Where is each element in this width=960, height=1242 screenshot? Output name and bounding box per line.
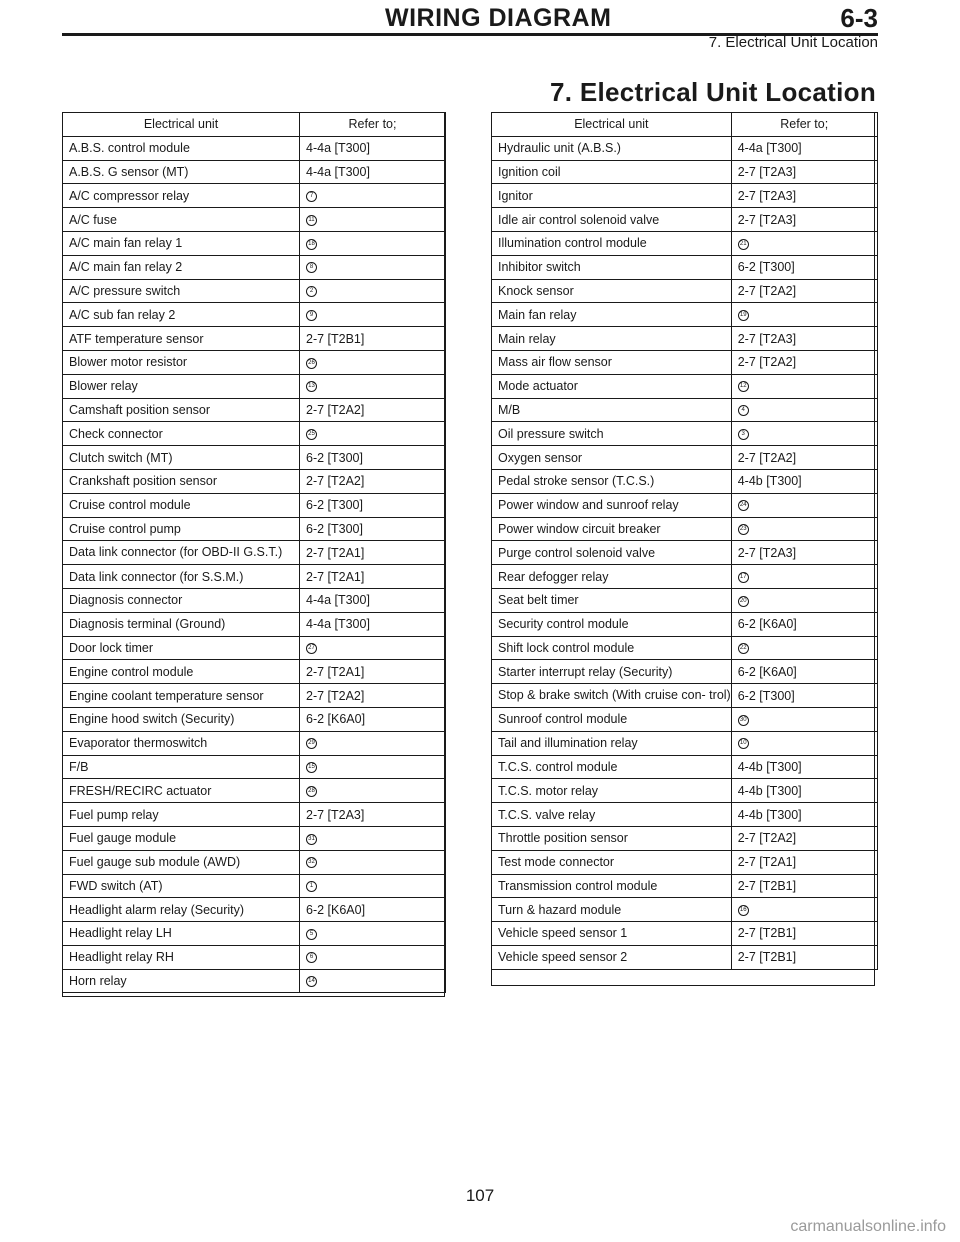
location-ref-cell [731,231,877,255]
unit-name-cell: Cruise control module [63,493,300,517]
table-row [63,517,446,541]
table-row [492,327,878,351]
unit-name-cell: A/C pressure switch [63,279,300,303]
unit-name-cell: M/B [492,398,732,422]
table-row [492,945,878,969]
unit-name-cell: Seat belt timer [492,588,732,612]
left-unit-table [62,112,446,993]
section-ref-cell: 2-7 [T2A2] [731,279,877,303]
location-number-badge: 5 [306,929,317,940]
unit-name-cell: Horn relay [63,969,300,993]
location-number-badge: 19 [738,310,749,321]
section-ref-cell: 2-7 [T2A2] [731,446,877,470]
location-ref-cell [731,898,877,922]
location-number-badge: 13 [306,381,317,392]
location-ref-cell [300,779,446,803]
section-ref-cell: 2-7 [T2B1] [731,945,877,969]
unit-name-cell: T.C.S. control module [492,755,732,779]
table-row [63,208,446,232]
unit-name-cell: Oil pressure switch [492,422,732,446]
table-row [492,374,878,398]
table-row [63,636,446,660]
unit-name-cell: Illumination control module [492,231,732,255]
section-ref-cell: 4-4b [T300] [731,755,877,779]
table-row [63,493,446,517]
location-number-badge: 25 [306,429,317,440]
unit-name-cell: Engine coolant temperature sensor [63,684,300,708]
table-row [63,874,446,898]
table-row [492,493,878,517]
unit-name-cell: Camshaft position sensor [63,398,300,422]
table-row [63,826,446,850]
location-ref-cell [300,945,446,969]
table-row [63,945,446,969]
location-ref-cell [731,398,877,422]
section-ref-cell: 6-2 [K6A0] [731,612,877,636]
unit-name-cell: Diagnosis connector [63,588,300,612]
location-ref-cell [300,731,446,755]
location-number-badge: 1 [306,881,317,892]
table-row [63,707,446,731]
table-row [492,660,878,684]
table-row [492,850,878,874]
unit-name-cell: Vehicle speed sensor 2 [492,945,732,969]
section-ref-cell: 6-2 [K6A0] [300,707,446,731]
unit-name-cell: A/C main fan relay 2 [63,255,300,279]
unit-name-cell: Fuel gauge sub module (AWD) [63,850,300,874]
table-row [492,208,878,232]
unit-name-cell: A/C sub fan relay 2 [63,303,300,327]
location-ref-cell [300,255,446,279]
table-row [492,707,878,731]
section-ref-cell: 2-7 [T2A3] [731,327,877,351]
location-ref-cell [300,922,446,946]
unit-name-cell: Knock sensor [492,279,732,303]
unit-name-cell: Sunroof control module [492,707,732,731]
location-number-badge: 24 [738,500,749,511]
location-ref-cell [731,588,877,612]
table-row [492,636,878,660]
table-row [492,826,878,850]
table-row [492,803,878,827]
unit-name-cell: Blower relay [63,374,300,398]
table-row [63,731,446,755]
section-ref-cell: 2-7 [T2A2] [731,350,877,374]
location-ref-cell [300,208,446,232]
table-row [63,969,446,993]
unit-name-cell: Turn & hazard module [492,898,732,922]
table-row [63,350,446,374]
unit-name-cell: A/C main fan relay 1 [63,231,300,255]
unit-name-cell: Tail and illumination relay [492,731,732,755]
location-ref-cell [300,422,446,446]
table-row [492,874,878,898]
location-number-badge: 2 [306,286,317,297]
location-number-badge: 32 [306,857,317,868]
unit-name-cell: Mass air flow sensor [492,350,732,374]
location-ref-cell [300,303,446,327]
unit-name-cell: Check connector [63,422,300,446]
section-ref-cell: 4-4a [T300] [731,136,877,160]
section-ref-cell: 4-4b [T300] [731,803,877,827]
location-number-badge: 29 [306,738,317,749]
unit-name-cell: Test mode connector [492,850,732,874]
location-number-badge: 27 [306,643,317,654]
location-number-badge: 10 [738,738,749,749]
unit-name-cell: Rear defogger relay [492,565,732,589]
table-row [492,612,878,636]
table-row [63,327,446,351]
column-header-unit: Electrical unit [492,113,732,137]
table-row [63,779,446,803]
location-number-badge: 31 [306,834,317,845]
table-row [63,136,446,160]
table-row [492,731,878,755]
watermark: carmanualsonline.info [790,1218,946,1235]
table-row [63,684,446,708]
unit-name-cell: T.C.S. motor relay [492,779,732,803]
location-number-badge: 11 [306,215,317,226]
section-ref-cell: 2-7 [T2A3] [731,184,877,208]
location-number-badge: 20 [738,596,749,607]
section-ref-cell: 6-2 [T300] [300,493,446,517]
unit-name-cell: Crankshaft position sensor [63,469,300,493]
section-ref-cell: 4-4a [T300] [300,160,446,184]
section-ref-cell: 2-7 [T2B1] [731,922,877,946]
unit-name-cell: Hydraulic unit (A.B.S.) [492,136,732,160]
section-ref-cell: 6-2 [T300] [300,446,446,470]
unit-name-cell: Main fan relay [492,303,732,327]
unit-name-cell: Cruise control pump [63,517,300,541]
table-row [63,612,446,636]
section-ref-cell: 2-7 [T2A3] [731,541,877,565]
section-ref-cell: 2-7 [T2A1] [731,850,877,874]
unit-name-cell: Mode actuator [492,374,732,398]
unit-name-cell: Idle air control solenoid valve [492,208,732,232]
location-number-badge: 22 [738,643,749,654]
right-table-body [492,136,878,969]
unit-name-cell: Pedal stroke sensor (T.C.S.) [492,469,732,493]
table-row [63,184,446,208]
page-title: 7. Electrical Unit Location [550,77,876,107]
location-number-badge: 4 [738,405,749,416]
unit-name-cell: FWD switch (AT) [63,874,300,898]
table-row [492,588,878,612]
table-row [63,374,446,398]
table-row [63,541,446,565]
location-number-badge: 12 [738,381,749,392]
location-ref-cell [731,303,877,327]
unit-name-cell: Stop & brake switch (With cruise con- trol) [492,684,732,708]
table-row [492,755,878,779]
location-ref-cell [300,636,446,660]
section-ref-cell: 2-7 [T2A2] [731,826,877,850]
table-row [63,255,446,279]
section-title: WIRING DIAGRAM [385,4,612,32]
unit-name-cell: Throttle position sensor [492,826,732,850]
location-ref-cell [731,517,877,541]
section-ref-cell: 6-2 [T300] [300,517,446,541]
unit-name-cell: Fuel pump relay [63,803,300,827]
unit-name-cell: F/B [63,755,300,779]
unit-name-cell: T.C.S. valve relay [492,803,732,827]
location-ref-cell [300,874,446,898]
unit-name-cell: Headlight relay LH [63,922,300,946]
right-unit-table [491,112,878,970]
page-header [0,0,960,64]
unit-name-cell: Evaporator thermoswitch [63,731,300,755]
unit-name-cell: Blower motor resistor [63,350,300,374]
table-row [63,565,446,589]
table-row [63,922,446,946]
unit-name-cell: Door lock timer [63,636,300,660]
location-number-badge: 23 [738,524,749,535]
column-header-ref: Refer to; [731,113,877,137]
left-table-body [63,136,446,993]
section-ref-cell: 2-7 [T2A2] [300,684,446,708]
unit-name-cell: Inhibitor switch [492,255,732,279]
section-ref-cell: 6-2 [T300] [731,255,877,279]
location-ref-cell [731,493,877,517]
table-row [492,231,878,255]
location-ref-cell [731,374,877,398]
unit-name-cell: Transmission control module [492,874,732,898]
section-ref-cell: 4-4a [T300] [300,612,446,636]
section-ref-cell: 2-7 [T2B1] [300,327,446,351]
section-ref-cell: 2-7 [T2A1] [300,660,446,684]
unit-name-cell: A/C compressor relay [63,184,300,208]
table-row [492,160,878,184]
table-row [63,303,446,327]
location-ref-cell [300,850,446,874]
location-number-badge: 15 [306,762,317,773]
section-ref-cell: 4-4b [T300] [731,469,877,493]
section-ref-cell: 2-7 [T2A1] [300,565,446,589]
table-row [492,255,878,279]
section-ref-cell: 2-7 [T2A3] [300,803,446,827]
location-number-badge: 3 [738,429,749,440]
unit-name-cell: Headlight alarm relay (Security) [63,898,300,922]
unit-name-cell: Oxygen sensor [492,446,732,470]
unit-name-cell: ATF temperature sensor [63,327,300,351]
column-header-unit: Electrical unit [63,113,300,137]
unit-name-cell: Vehicle speed sensor 1 [492,922,732,946]
unit-name-cell: Clutch switch (MT) [63,446,300,470]
unit-name-cell: A/C fuse [63,208,300,232]
location-number-badge: 30 [738,715,749,726]
unit-name-cell: Power window circuit breaker [492,517,732,541]
location-ref-cell [300,231,446,255]
section-ref-cell: 4-4b [T300] [731,779,877,803]
location-number-badge: 6 [306,952,317,963]
unit-name-cell: Ignitor [492,184,732,208]
location-number-badge: 18 [306,239,317,250]
unit-name-cell: Security control module [492,612,732,636]
table-row [63,446,446,470]
location-ref-cell [731,422,877,446]
unit-name-cell: Ignition coil [492,160,732,184]
page-number: 107 [465,1186,495,1205]
section-ref-cell: 2-7 [T2B1] [731,874,877,898]
location-number-badge: 26 [306,358,317,369]
table-row [63,898,446,922]
table-header-row [492,113,878,137]
location-ref-cell [300,755,446,779]
section-subtitle: 7. Electrical Unit Location [708,34,878,51]
table-row [492,684,878,708]
section-ref-cell: 4-4a [T300] [300,136,446,160]
section-ref-cell: 6-2 [K6A0] [731,660,877,684]
table-row [492,469,878,493]
section-ref-cell: 2-7 [T2A2] [300,469,446,493]
unit-name-cell: Data link connector (for OBD-II G.S.T.) [63,541,300,565]
unit-name-cell: Engine control module [63,660,300,684]
unit-name-cell: Headlight relay RH [63,945,300,969]
location-ref-cell [300,350,446,374]
location-number-badge: 8 [306,262,317,273]
location-ref-cell [300,184,446,208]
table-header-row [63,113,446,137]
location-number-badge: 17 [738,572,749,583]
table-row [492,303,878,327]
unit-name-cell: Fuel gauge module [63,826,300,850]
section-ref-cell: 2-7 [T2A2] [300,398,446,422]
unit-name-cell: Purge control solenoid valve [492,541,732,565]
location-number-badge: 16 [738,905,749,916]
location-ref-cell [300,969,446,993]
location-ref-cell [731,565,877,589]
unit-name-cell: A.B.S. control module [63,136,300,160]
location-ref-cell [731,636,877,660]
table-row [492,922,878,946]
table-row [63,231,446,255]
table-row [63,755,446,779]
table-row [492,350,878,374]
unit-name-cell: Data link connector (for S.S.M.) [63,565,300,589]
table-row [492,279,878,303]
section-ref-cell: 2-7 [T2A3] [731,160,877,184]
location-number-badge: 14 [306,976,317,987]
unit-name-cell: A.B.S. G sensor (MT) [63,160,300,184]
unit-name-cell: Starter interrupt relay (Security) [492,660,732,684]
section-ref-cell: 4-4a [T300] [300,588,446,612]
section-ref-cell: 2-7 [T2A1] [300,541,446,565]
table-row [63,660,446,684]
section-ref-cell: 6-2 [K6A0] [300,898,446,922]
location-ref-cell [731,707,877,731]
unit-name-cell: Main relay [492,327,732,351]
table-row [492,898,878,922]
unit-name-cell: Engine hood switch (Security) [63,707,300,731]
table-row [492,422,878,446]
table-row [492,541,878,565]
unit-name-cell: Shift lock control module [492,636,732,660]
location-ref-cell [731,731,877,755]
location-ref-cell [300,279,446,303]
table-row [492,398,878,422]
table-row [63,398,446,422]
location-ref-cell [300,374,446,398]
location-number-badge: 28 [306,786,317,797]
table-row [63,588,446,612]
table-row [63,469,446,493]
section-number: 6-3 [840,3,878,33]
table-row [492,517,878,541]
location-number-badge: 7 [306,191,317,202]
table-row [492,446,878,470]
location-number-badge: 21 [738,239,749,250]
table-row [63,279,446,303]
unit-name-cell: FRESH/RECIRC actuator [63,779,300,803]
unit-name-cell: Power window and sunroof relay [492,493,732,517]
table-row [63,803,446,827]
column-header-ref: Refer to; [300,113,446,137]
location-number-badge: 9 [306,310,317,321]
table-row [492,779,878,803]
section-ref-cell: 6-2 [T300] [731,684,877,708]
table-row [492,136,878,160]
table-row [63,422,446,446]
table-row [63,850,446,874]
table-row [492,565,878,589]
table-row [492,184,878,208]
section-ref-cell: 2-7 [T2A3] [731,208,877,232]
unit-name-cell: Diagnosis terminal (Ground) [63,612,300,636]
table-row [63,160,446,184]
location-ref-cell [300,826,446,850]
